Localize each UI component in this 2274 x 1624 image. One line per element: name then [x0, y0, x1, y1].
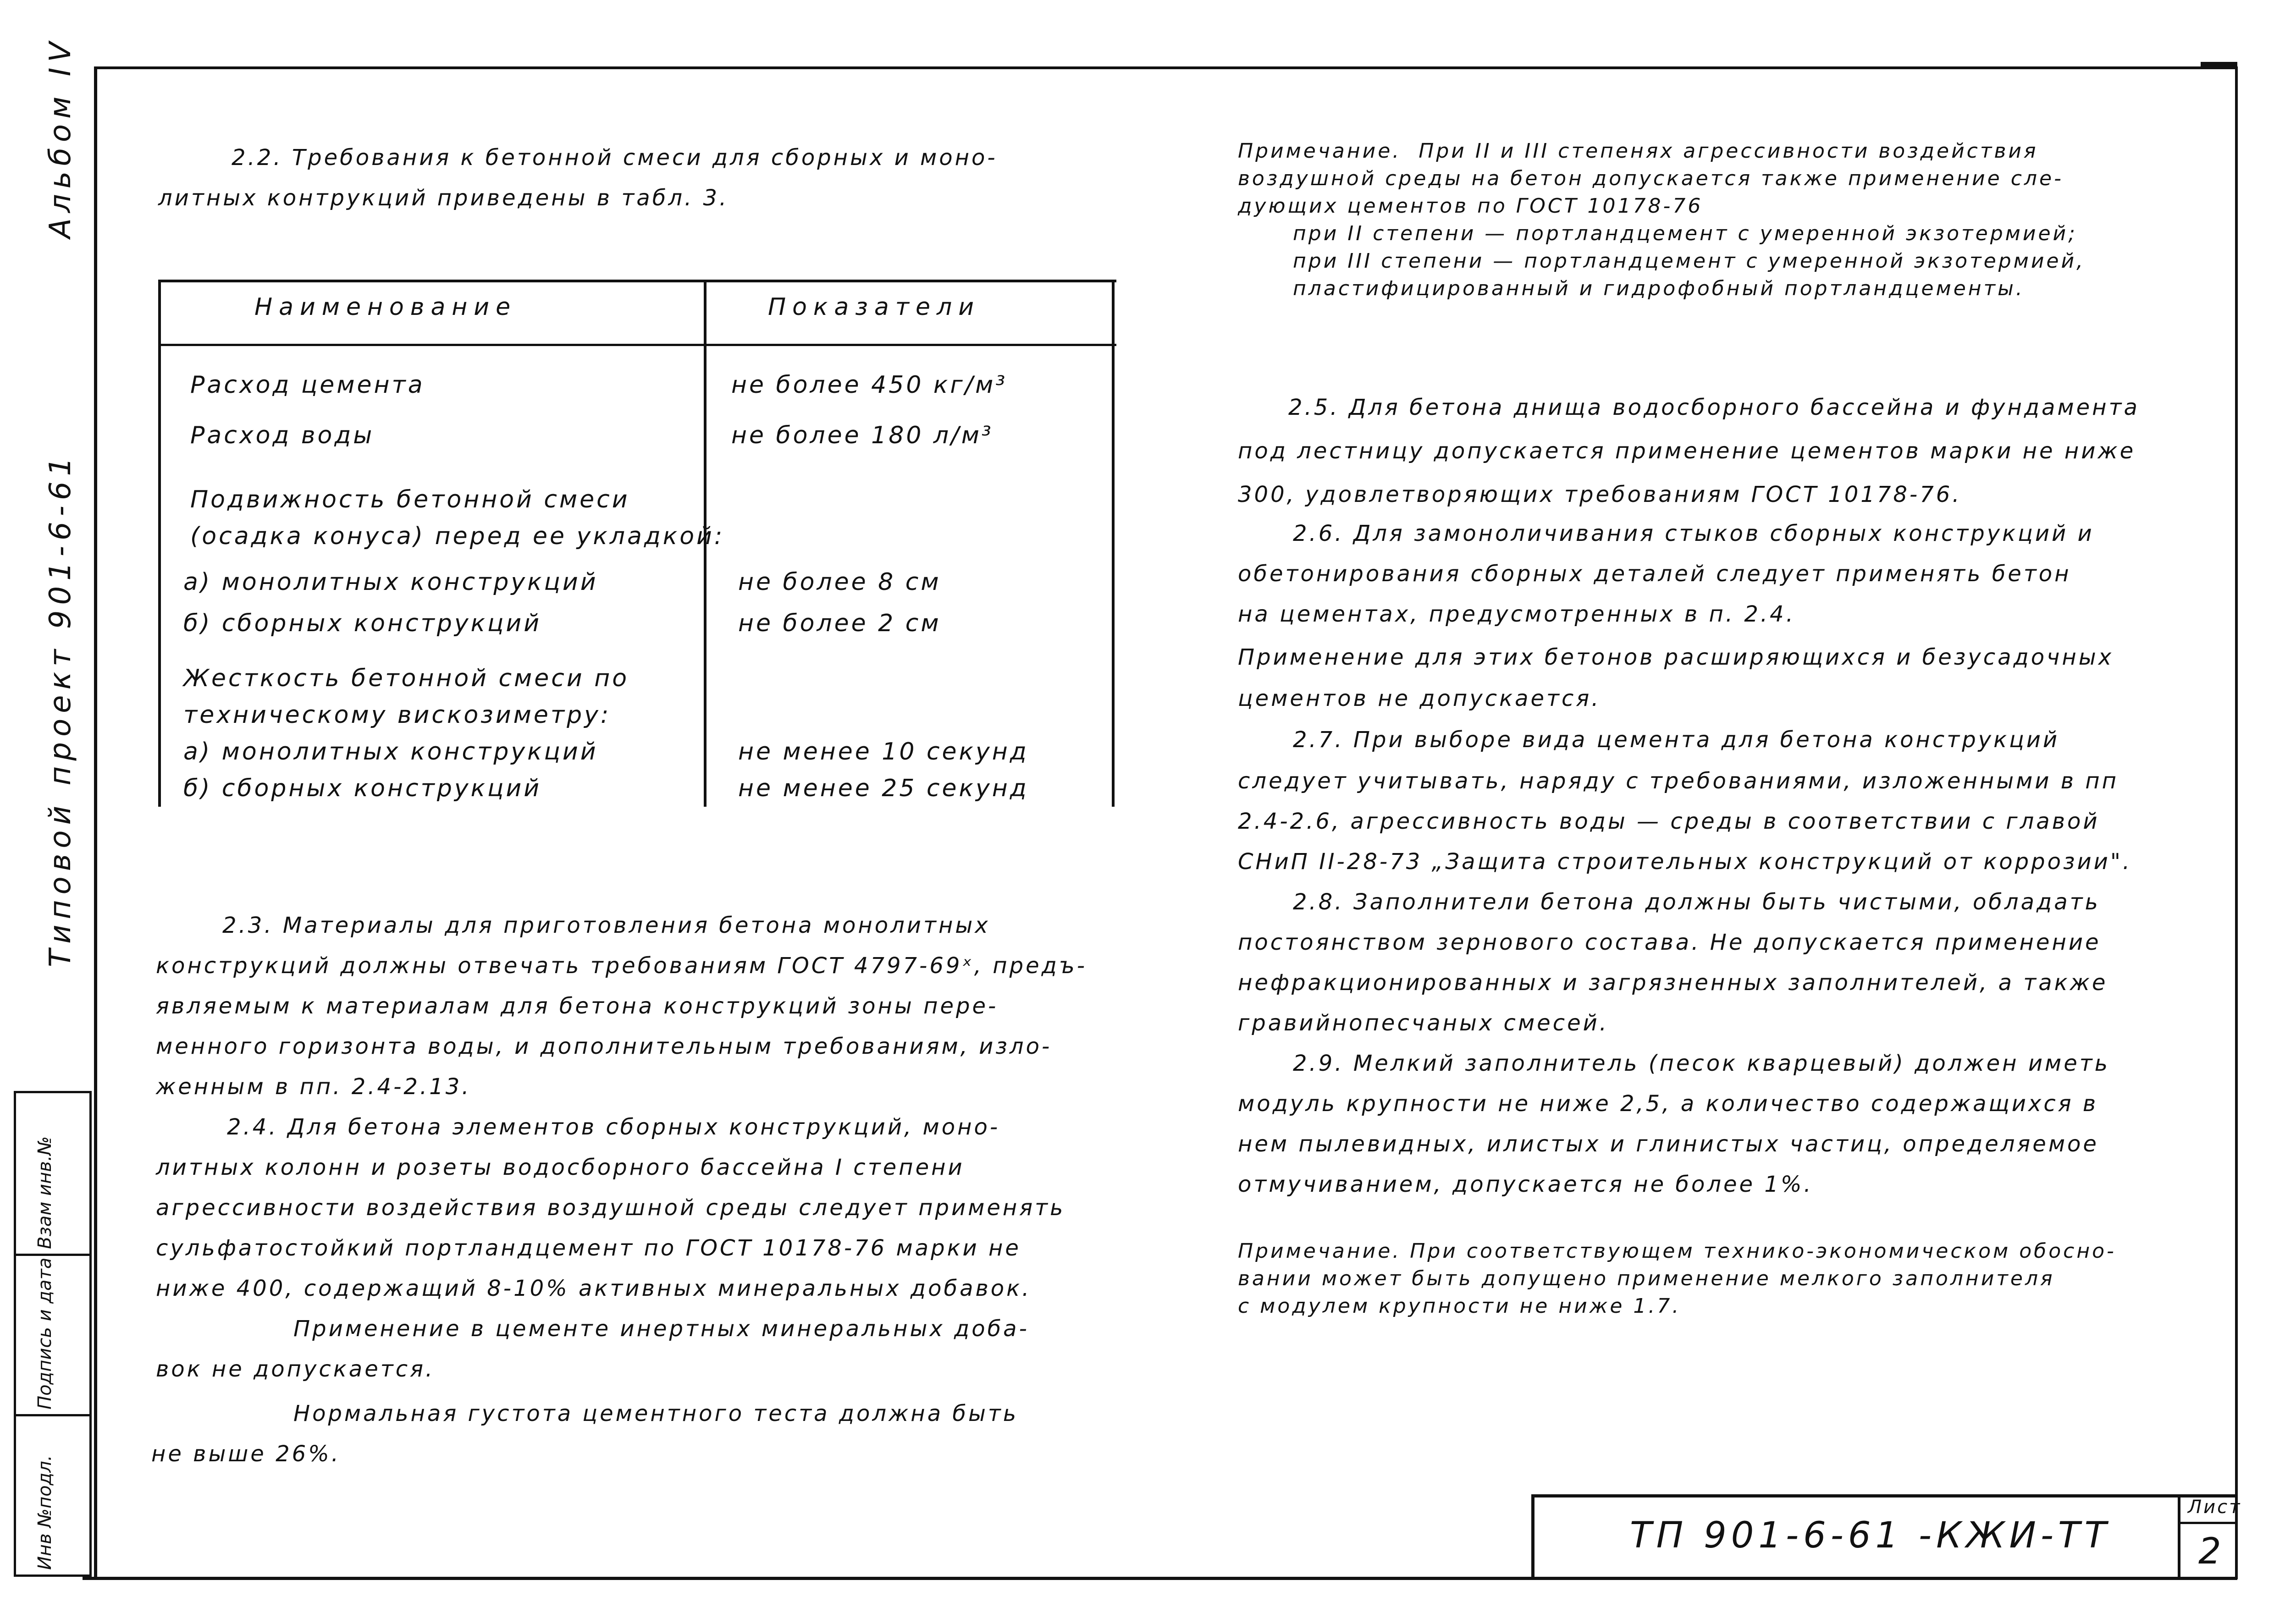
title-block — [1531, 1494, 2242, 1579]
para-2-8-line3: нефракционированных и загрязненных заполнителей, а также — [1238, 970, 2108, 996]
note1-line4: при II степени — портландцемент с умеренной экзотермией; — [1293, 222, 2077, 245]
table-row-name: (осадка конуса) перед ее укладкой: — [190, 523, 725, 550]
requirements-table — [158, 280, 1116, 807]
frame-left-border — [94, 66, 97, 1579]
para-2-9-line2: модуль крупности не ниже 2,5, а количество содержащихся в — [1238, 1091, 2098, 1117]
para-2-8-line2: постоянством зернового состава. Не допускается применение — [1238, 930, 2101, 955]
para-2-3-line1: 2.3. Материалы для приготовления бетона монолитных — [222, 913, 990, 938]
para-2-8-line4: гравийнопесчаных смесей. — [1238, 1010, 1609, 1036]
para-2-4-line2: литных колонн и розеты водосборного бассейна I степени — [156, 1155, 965, 1180]
title-block-divider — [2178, 1494, 2180, 1579]
para-2-2-line1: 2.2. Требования к бетонной смеси для сборных и моно- — [232, 145, 998, 171]
note1-line3: дующих цементов по ГОСТ 10178-76 — [1238, 194, 1703, 218]
para-2-4-line9: не выше 26%. — [151, 1441, 341, 1467]
sheet-label: Лист — [2188, 1497, 2242, 1518]
stamp-replace-label: Взам инв.№ — [34, 1136, 55, 1249]
table-row-value: не менее 25 секунд — [738, 775, 1029, 802]
para-2-4-line3: агрессивности воздействия воздушной среды следует применять — [156, 1195, 1065, 1221]
para-2-5-line2: под лестницу допускается применение цементов марки не ниже — [1238, 438, 2136, 464]
para-2-6-line3: на цементах, предусмотренных в п. 2.4. — [1238, 601, 1795, 627]
title-block-left-rule — [1531, 1494, 1534, 1579]
table-row-name: Жесткость бетонной смеси по — [183, 665, 629, 692]
note2-line3: с модулем крупности не ниже 1.7. — [1238, 1294, 1681, 1318]
project-label: Типовой проект 901-6-61 — [44, 451, 77, 967]
note1-line6: пластифицированный и гидрофобный портландцементы. — [1293, 277, 2025, 300]
approval-stamp — [14, 1091, 92, 1577]
table-row-value: не более 180 л/м³ — [731, 422, 993, 449]
para-2-4-line8: Нормальная густота цементного теста должна быть — [293, 1401, 1019, 1426]
frame-top-border — [96, 66, 2237, 69]
para-2-5-line1: 2.5. Для бетона днища водосборного бассейна и фундамента — [1288, 395, 2140, 420]
table-row-value: не более 450 кг/м³ — [731, 371, 1008, 399]
para-2-6-line2: обетонирования сборных деталей следует применять бетон — [1238, 561, 2071, 587]
para-2-4-line4: сульфатостойкий портландцемент по ГОСТ 10178-76 марки не — [156, 1235, 1021, 1261]
para-2-7-line4: СНиП II-28-73 „Защита строительных конструкций от коррозии". — [1238, 849, 2132, 875]
para-2-3-line4: менного горизонта воды, и дополнительным требованиям, изло- — [156, 1034, 1052, 1059]
table-row-name: б) сборных конструкций — [183, 775, 541, 802]
table-row-name: Подвижность бетонной смеси — [190, 486, 630, 513]
para-2-4-line5: ниже 400, содержащий 8-10% активных минеральных добавок. — [156, 1276, 1032, 1301]
title-block-top-rule — [1531, 1494, 2237, 1497]
table-row-value: не более 2 см — [738, 610, 941, 637]
stamp-inv-label: Инв №подл. — [34, 1455, 55, 1570]
para-2-3-line2: конструкций должны отвечать требованиям ГОСТ 4797-69ˣ, предъ- — [156, 953, 1087, 979]
para-2-4-line1: 2.4. Для бетона элементов сборных конструкций, моно- — [227, 1114, 1000, 1140]
note2-line2: вании может быть допущено применение мелкого заполнителя — [1238, 1267, 2055, 1290]
para-2-5-line3: 300, удовлетворяющих требованиям ГОСТ 10178-76. — [1238, 482, 1962, 507]
table-top-rule — [158, 280, 1116, 282]
corner-mark — [2201, 62, 2237, 66]
note1-line2: воздушной среды на бетон допускается также применение сле- — [1238, 167, 2064, 190]
para-2-8-line1: 2.8. Заполнители бетона должны быть чистыми, обладать — [1293, 889, 2100, 915]
stamp-divider — [16, 1254, 89, 1256]
para-2-6-line1: 2.6. Для замоноличивания стыков сборных конструкций и — [1293, 521, 2094, 546]
para-2-9-line1: 2.9. Мелкий заполнитель (песок кварцевый) должен иметь — [1293, 1051, 2110, 1076]
note1-line1: Примечание. При II и III степенях агрессивности воздействия — [1238, 139, 2038, 163]
frame-right-border — [2235, 66, 2238, 1579]
table-row-name: а) монолитных конструкций — [183, 738, 598, 765]
para-2-6-line4: Применение для этих бетонов расширяющихся и безусадочных — [1238, 644, 2114, 670]
sheet-number: 2 — [2198, 1531, 2221, 1572]
stamp-divider — [16, 1414, 89, 1416]
table-row-name: Расход воды — [190, 422, 375, 449]
table-right-rule — [1112, 280, 1115, 807]
para-2-7-line3: 2.4-2.6, агрессивность воды — среды в соответствии с главой — [1238, 809, 2100, 834]
para-2-6-line5: цементов не допускается. — [1238, 686, 1601, 711]
para-2-3-line5: женным в пп. 2.4-2.13. — [156, 1074, 471, 1100]
table-left-rule — [158, 280, 161, 807]
table-row-name: а) монолитных конструкций — [183, 568, 598, 596]
table-row-name: б) сборных конструкций — [183, 610, 541, 637]
title-block-sheet-rule — [2178, 1522, 2237, 1524]
para-2-9-line3: нем пылевидных, илистых и глинистых частиц, определяемое — [1238, 1131, 2099, 1157]
table-row-value: не более 8 см — [738, 568, 941, 596]
table-row-name: Расход цемента — [190, 371, 425, 399]
table-header-value: Показатели — [768, 293, 981, 321]
album-label: Альбом IV — [44, 36, 77, 238]
para-2-7-line2: следует учитывать, наряду с требованиями, изложенными в пп — [1238, 768, 2119, 794]
stamp-signature-label: Подпись и дата — [34, 1257, 55, 1409]
para-2-4-line6: Применение в цементе инертных минеральных доба- — [293, 1316, 1029, 1342]
table-header-name: Наименование — [254, 293, 517, 321]
note1-line5: при III степени — портландцемент с умеренной экзотермией, — [1293, 249, 2086, 273]
document-code: ТП 901-6-61 -КЖИ-ТТ — [1630, 1515, 2111, 1556]
para-2-7-line1: 2.7. При выборе вида цемента для бетона конструкций — [1293, 727, 2060, 753]
table-row-name: техническому вискозиметру: — [183, 701, 611, 729]
para-2-4-line7: вок не допускается. — [156, 1356, 435, 1382]
note2-line1: Примечание. При соответствующем технико-экономическом обосно- — [1238, 1239, 2116, 1263]
para-2-9-line4: отмучиванием, допускается не более 1%. — [1238, 1172, 1813, 1197]
para-2-2-line2: литных контрукций приведены в табл. 3. — [158, 185, 729, 211]
table-header-rule — [158, 344, 1116, 346]
table-row-value: не менее 10 секунд — [738, 738, 1029, 765]
para-2-3-line3: являемым к материалам для бетона конструкций зоны пере- — [156, 993, 999, 1019]
